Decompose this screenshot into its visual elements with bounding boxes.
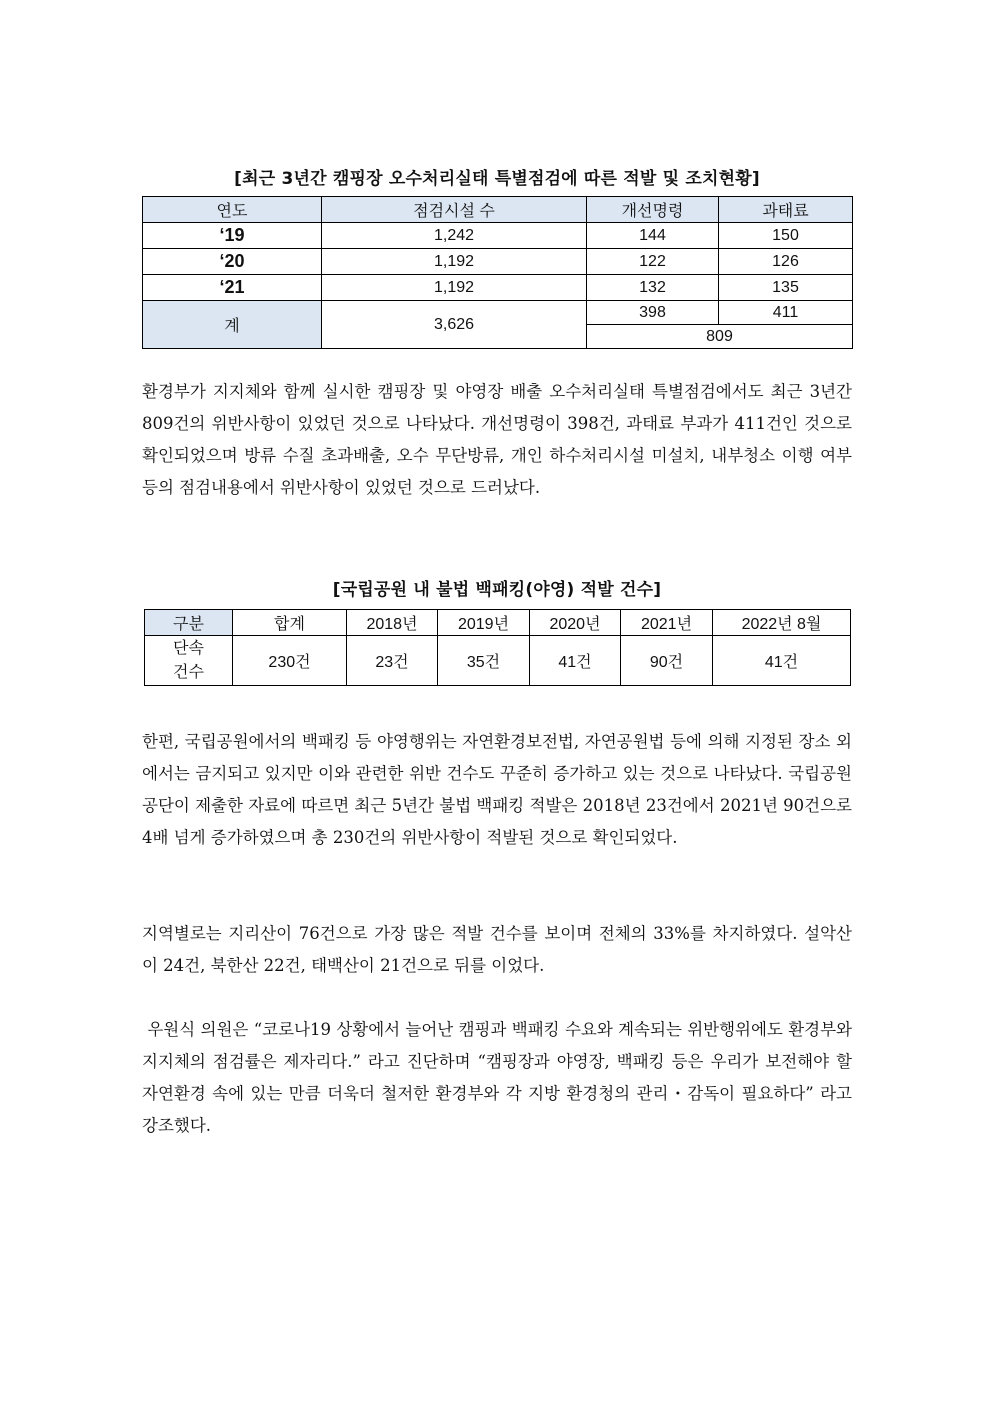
header-category: 구분 <box>145 610 233 636</box>
paragraph-2: 한편, 국립공원에서의 백패킹 등 야영행위는 자연환경보전법, 자연공원법 등에 의해 지정된 장소 외에서는 금지되고 있지만 이와 관련한 위반 건수도 꾸준히 증가하고 있는 것으로 나타났다. 국립공원공단이 제출한 자료에 따르면 최근 5년간 불법 백패킹 적발은 2018년 23건에서 2021년 90건으로 4배 넘게 증가하였으며 총 230건의 위반사항이 적발된 것으로 확인되었다. <box>142 732 852 847</box>
table-row <box>143 275 853 301</box>
cell-year: ‘21 <box>143 275 322 301</box>
cell-2020: 41건 <box>530 636 621 686</box>
header-2020: 2020년 <box>530 610 621 636</box>
table-row <box>145 636 851 686</box>
header-total: 합계 <box>233 610 347 636</box>
cell-2022-aug: 41건 <box>713 636 851 686</box>
row-label-line1: 단속 <box>173 639 204 657</box>
paragraph-3: 지역별로는 지리산이 76건으로 가장 많은 적발 건수를 보이며 전체의 33%를 차지하였다. 설악산이 24건, 북한산 22건, 태백산이 21건으로 뒤를 이었다. <box>142 924 852 975</box>
cell-year: ‘20 <box>143 249 322 275</box>
header-2022-aug: 2022년 8월 <box>713 610 851 636</box>
total-fine: 411 <box>719 301 853 325</box>
total-combined: 809 <box>587 325 853 349</box>
inspection-table <box>142 196 853 349</box>
table-row <box>143 249 853 275</box>
paragraph-4: 우원식 의원은 “코로나19 상황에서 늘어난 캠핑과 백패킹 수요와 계속되는 위반행위에도 환경부와 지지체의 점검률은 제자리다.” 라고 진단하며 “캠핑장과 야영장, 백패킹 등은 우리가 보전해야 할 자연환경 속에 있는 만큼 더욱더 철저한 환경부와 각 지방 환경청의 관리・감독이 필요하다” 라고 강조했다. <box>142 1020 858 1135</box>
header-2021: 2021년 <box>621 610 713 636</box>
header-fine: 과태료 <box>719 197 853 223</box>
header-order: 개선명령 <box>587 197 719 223</box>
header-year: 연도 <box>143 197 322 223</box>
table2-title: [국립공원 내 불법 백패킹(야영) 적발 건수] <box>332 580 662 600</box>
cell-facilities: 1,192 <box>322 249 587 275</box>
backpacking-table <box>144 609 851 686</box>
total-row <box>143 301 853 325</box>
header-2019: 2019년 <box>438 610 530 636</box>
cell-2021: 90건 <box>621 636 713 686</box>
header-2018: 2018년 <box>347 610 438 636</box>
cell-facilities: 1,242 <box>322 223 587 249</box>
cell-2019: 35건 <box>438 636 530 686</box>
cell-fine: 126 <box>719 249 853 275</box>
paragraph-1: 환경부가 지지체와 함께 실시한 캠핑장 및 야영장 배출 오수처리실태 특별점검에서도 최근 3년간 809건의 위반사항이 있었던 것으로 나타났다. 개선명령이 398건, 과태료 부과가 411건인 것으로 확인되었으며 방류 수질 초과배출, 오수 무단방류, 개인 하수처리시설 미설치, 내부청소 이행 여부 등의 점검내용에서 위반사항이 있었던 것으로 드러났다. <box>142 382 852 497</box>
row-label-line2: 건수 <box>173 663 204 681</box>
total-order: 398 <box>587 301 719 325</box>
cell-order: 144 <box>587 223 719 249</box>
cell-order: 122 <box>587 249 719 275</box>
header-facilities: 점검시설 수 <box>322 197 587 223</box>
cell-fine: 135 <box>719 275 853 301</box>
total-label: 계 <box>143 301 322 349</box>
cell-total: 230건 <box>233 636 347 686</box>
cell-order: 132 <box>587 275 719 301</box>
cell-fine: 150 <box>719 223 853 249</box>
row-label <box>145 636 233 686</box>
cell-year: ‘19 <box>143 223 322 249</box>
table-row <box>143 223 853 249</box>
cell-2018: 23건 <box>347 636 438 686</box>
cell-facilities: 1,192 <box>322 275 587 301</box>
total-facilities: 3,626 <box>322 301 587 349</box>
table1-title: [최근 3년간 캠핑장 오수처리실태 특별점검에 따른 적발 및 조치현황] <box>234 169 760 189</box>
